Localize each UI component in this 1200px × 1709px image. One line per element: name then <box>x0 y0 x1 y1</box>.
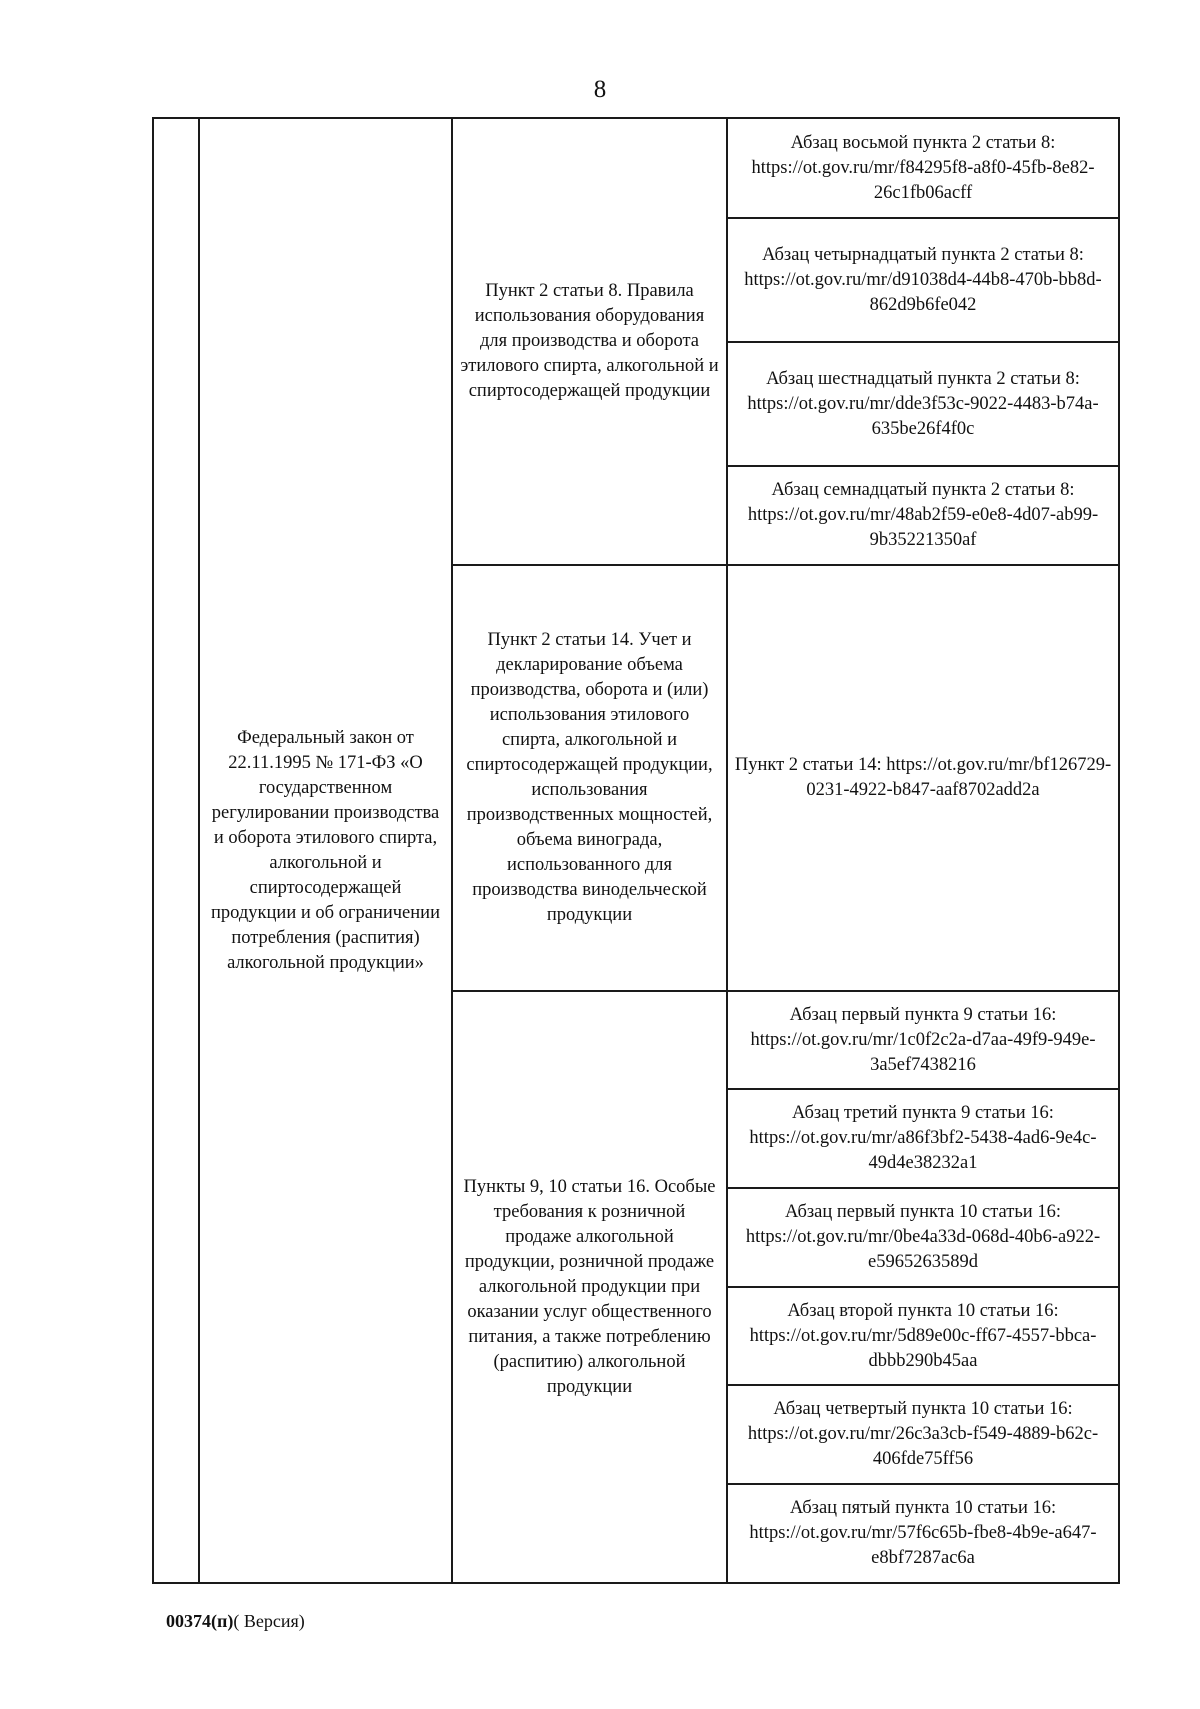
reference-link[interactable]: Абзац второй пункта 10 статьи 16: https://ot.gov.ru/mr/5d89e00c-ff67-4557-bbca-dbbb290b45aa <box>749 1300 1097 1371</box>
law-title: Федеральный закон от 22.11.1995 № 171-ФЗ «О государственном регулировании производства и оборота этилового спирта, алкогольной и спиртосодержащей продукции и об ограничении потребления (распития) алкогольной продукции» <box>211 727 440 973</box>
law-cell <box>199 118 452 1583</box>
page-number: 8 <box>593 76 607 103</box>
reference-cell <box>727 1287 1119 1385</box>
reference-link[interactable]: Абзац первый пункта 9 статьи 16: https://ot.gov.ru/mr/1c0f2c2a-d7aa-49f9-949e-3a5ef7438216 <box>750 1004 1096 1075</box>
reference-cell <box>727 565 1119 991</box>
document-version: ( Версия) <box>233 1611 305 1631</box>
reference-cell <box>727 1089 1119 1188</box>
reference-link[interactable]: Абзац четвертый пункта 10 статьи 16: https://ot.gov.ru/mr/26c3a3cb-f549-4889-b62c-406fde75ff56 <box>747 1399 1099 1469</box>
reference-link[interactable]: Абзац первый пункта 10 статьи 16: https://ot.gov.ru/mr/0be4a33d-068d-40b6-a922-e5965263589d <box>745 1202 1101 1272</box>
provision-cell <box>452 991 727 1583</box>
provision-text: Пункты 9, 10 статьи 16. Особые требования к розничной продаже алкогольной продукции, розничной продаже алкогольной продукции при оказании услуг общественного питания, а также потреблению (распитию) алкогольной продукции <box>463 1176 716 1397</box>
reference-link[interactable]: Абзац четырнадцатый пункта 2 статьи 8: https://ot.gov.ru/mr/d91038d4-44b8-470b-bb8d-862d9b6fe042 <box>744 244 1102 315</box>
provision-cell <box>452 565 727 991</box>
document-footer <box>166 1611 305 1632</box>
reference-link[interactable]: Пункт 2 статьи 14: https://ot.gov.ru/mr/bf126729-0231-4922-b847-aaf8702add2a <box>734 755 1112 800</box>
number-cell <box>153 118 199 1583</box>
provision-cell <box>452 118 727 565</box>
reference-cell <box>727 1188 1119 1287</box>
requirements-table <box>152 117 1120 1584</box>
provision-text: Пункт 2 статьи 8. Правила использования оборудования для производства и оборота этилового спирта, алкогольной и спиртосодержащей продукции <box>460 281 719 401</box>
reference-cell <box>727 118 1119 218</box>
reference-cell <box>727 466 1119 565</box>
reference-link[interactable]: Абзац шестнадцатый пункта 2 статьи 8: https://ot.gov.ru/mr/dde3f53c-9022-4483-b74a-635be26f4f0c <box>747 368 1099 439</box>
reference-cell <box>727 1385 1119 1484</box>
reference-cell <box>727 1484 1119 1583</box>
document-code: 00374(п) <box>166 1611 234 1631</box>
provision-text: Пункт 2 статьи 14. Учет и декларирование объема производства, оборота и (или) использования этилового спирта, алкогольной и спиртосодержащей продукции, использования производственных мощностей, объема винограда, использованного для производства винодельческой продукции <box>466 630 713 925</box>
reference-link[interactable]: Абзац семнадцатый пункта 2 статьи 8: https://ot.gov.ru/mr/48ab2f59-e0e8-4d07-ab99-9b35221350af <box>747 480 1099 550</box>
reference-link[interactable]: Абзац пятый пункта 10 статьи 16: https://ot.gov.ru/mr/57f6c65b-fbe8-4b9e-a647-e8bf7287ac6a <box>749 1498 1097 1568</box>
table-row <box>153 118 1119 218</box>
reference-cell <box>727 342 1119 466</box>
reference-link[interactable]: Абзац третий пункта 9 статьи 16: https://ot.gov.ru/mr/a86f3bf2-5438-4ad6-9e4c-49d4e38232a1 <box>749 1103 1097 1173</box>
reference-link[interactable]: Абзац восьмой пункта 2 статьи 8: https://ot.gov.ru/mr/f84295f8-a8f0-45fb-8e82-26c1fb06acff <box>751 132 1095 203</box>
reference-cell <box>727 218 1119 342</box>
reference-cell <box>727 991 1119 1089</box>
